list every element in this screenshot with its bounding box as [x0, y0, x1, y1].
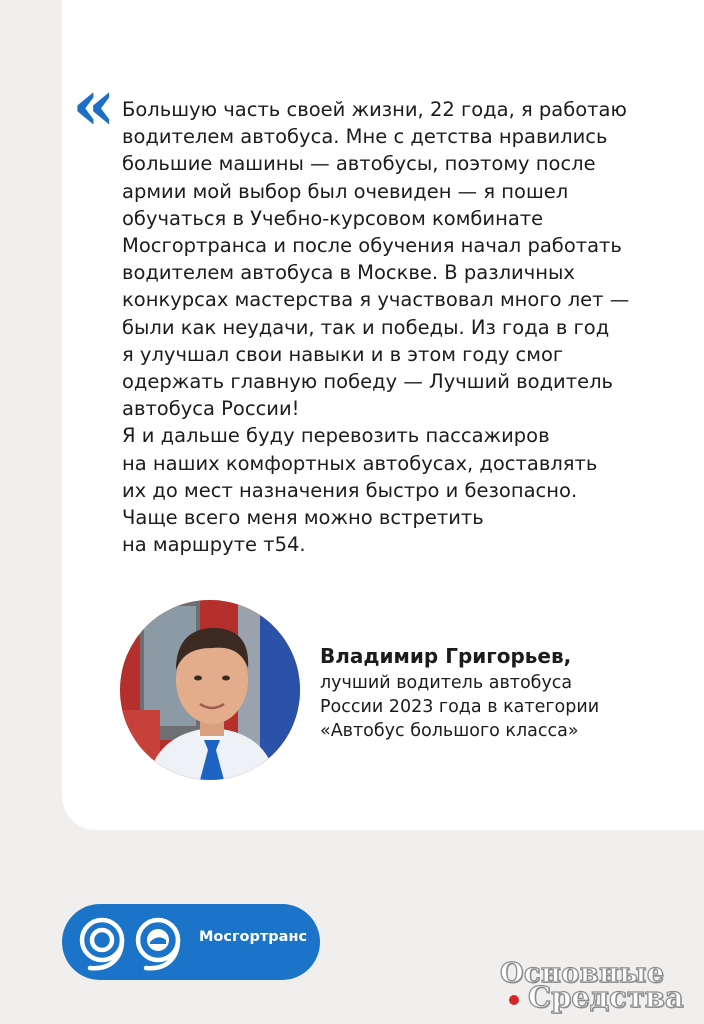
quote-line: были как неудачи, так и победы. Из года в год [122, 315, 610, 339]
quote-line: на наших комфортных автобусах, доставлять [122, 451, 598, 475]
quote-line: я улучшал свои навыки и в этом году смог [122, 342, 564, 366]
quote-line: обучаться в Учебно-курсовом комбинате [122, 206, 544, 230]
author-description-line: лучший водитель автобуса [320, 673, 573, 693]
quote-line: одержать главную победу — Лучший водитель [122, 370, 614, 394]
watermark-dot-icon [509, 995, 519, 1005]
quote-line: армии мой выбор был очевиден — я пошел [122, 179, 569, 203]
quote-line: автобуса России! [122, 397, 300, 421]
author-description [320, 671, 599, 743]
author-portrait [120, 600, 300, 780]
quote-line: их до мест назначения быстро и безопасно. [122, 478, 578, 502]
watermark-line2: Средства [528, 980, 684, 1014]
author-description-line: «Автобус большого класса» [320, 721, 579, 741]
author-description-line: России 2023 года в категории [320, 697, 600, 717]
quote-line: Чаще всего меня можно встретить [122, 506, 484, 530]
quote-line: Большую часть своей жизни, 22 года, я работаю [122, 98, 627, 121]
watermark-line1: Основные [500, 958, 665, 989]
ninety-logo-icon [62, 904, 192, 980]
author-name: Владимир Григорьев, [320, 644, 572, 668]
quote-line: водителем автобуса в Москве. В различных [122, 261, 575, 285]
portrait-illustration [120, 600, 300, 780]
quote-mark-icon: « [72, 63, 116, 146]
quote-line: на маршруте т54. [122, 533, 306, 557]
quote-line: большие машины — автобусы, поэтому после [122, 152, 596, 176]
quote-line: конкурсах мастерства я участвовал много лет — [122, 288, 630, 312]
quote-line: Мосгортранса и после обучения начал работать [122, 234, 622, 258]
quote-line: Я и дальше буду перевозить пассажиров [122, 424, 550, 448]
quote-line: водителем автобуса. Мне с детства нравились [122, 125, 608, 149]
quote-text [122, 96, 682, 558]
logo-text: Мосгортранс [199, 929, 308, 945]
